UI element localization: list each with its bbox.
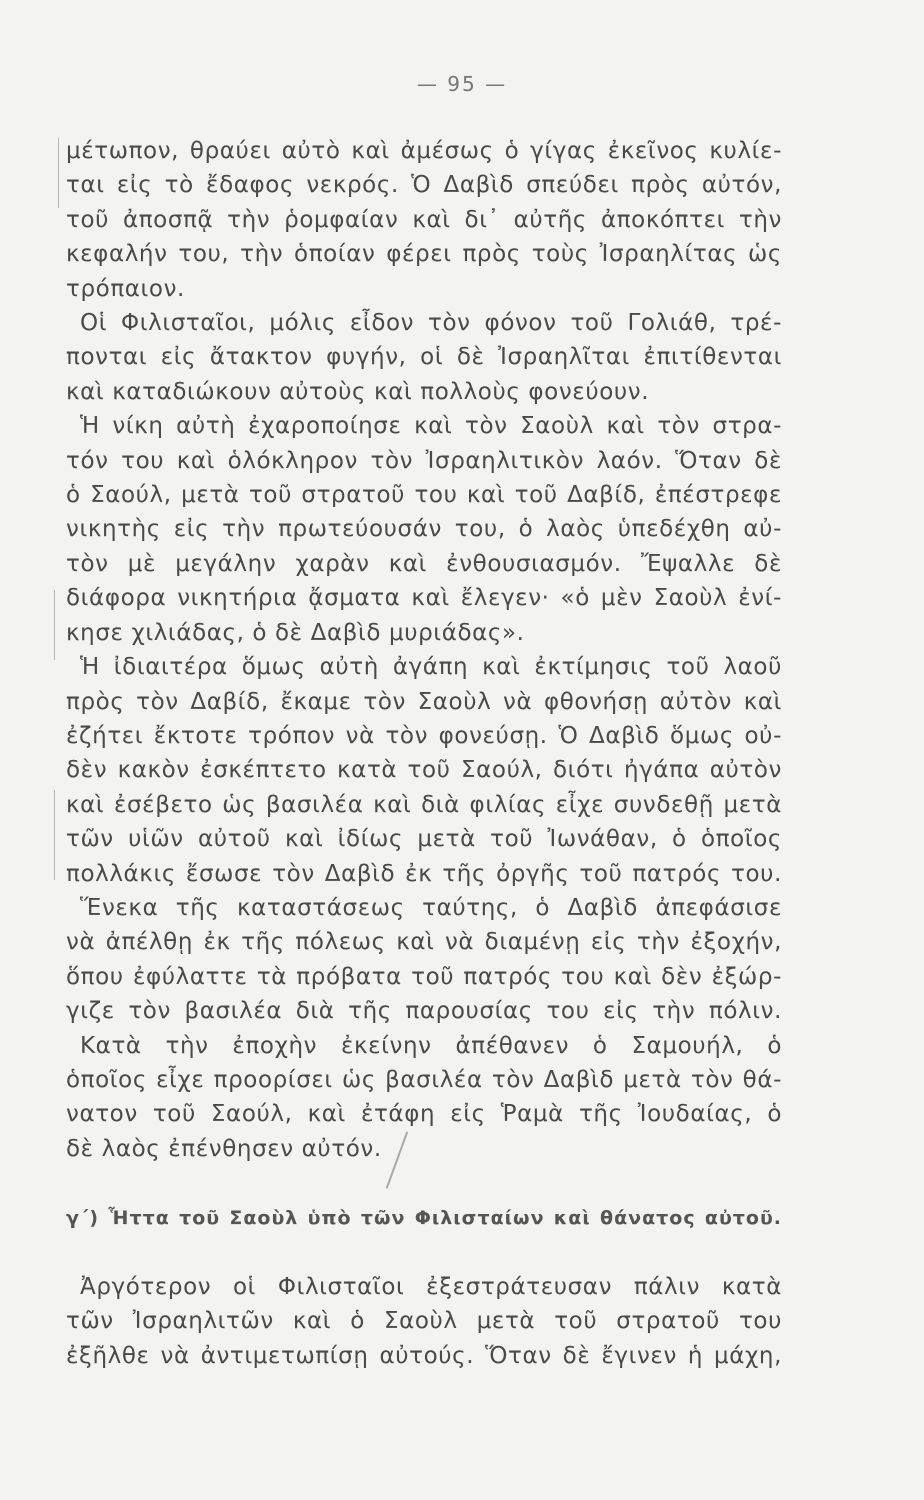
text-line: Ἡ ἰδιαιτέρα ὅμως αὐτὴ ἀγάπη καὶ ἐκτίμησις τοῦ λαοῦ (80, 654, 782, 681)
text-line: τρόπαιον. (66, 275, 185, 302)
text-line: τοῦ ἀποσπᾷ τὴν ῥομφαίαν καὶ δι᾿ αὐτῆς ἀποκόπτει τὴν (66, 206, 782, 233)
section-heading: γ΄) Ἧττα τοῦ Σαοὺλ ὑπὸ τῶν Φιλισταίων καὶ θάνατος αὐτοῦ. (66, 1207, 782, 1229)
text-line: Οἱ Φιλισταῖοι, μόλις εἶδον τὸν φόνον τοῦ Γολιάθ, τρέ- (80, 310, 782, 337)
text-line: δὲν κακὸν ἐσκέπτετο κατὰ τοῦ Σαούλ, διότι ἠγάπα αὐτὸν (66, 757, 782, 784)
text-line: Κατὰ τὴν ἐποχὴν ἐκείνην ἀπέθανεν ὁ Σαμουήλ, ὁ (80, 1032, 782, 1059)
pencil-mark (54, 790, 55, 880)
text-line: πρὸς τὸν Δαβίδ, ἔκαμε τὸν Σαοὺλ νὰ φθονήσῃ αὐτὸν καὶ (66, 688, 782, 715)
text-line: τῶν Ἰσραηλιτῶν καὶ ὁ Σαοὺλ μετὰ τοῦ στρατοῦ του (66, 1308, 782, 1335)
text-line: δὲ λαὸς ἐπένθησεν αὐτόν. (66, 1135, 382, 1162)
text-line: διάφορα νικητήρια ᾄσματα καὶ ἔλεγεν· «ὁ μὲν Σαοὺλ ἐνί- (66, 585, 782, 612)
text-line: γιζε τὸν βασιλέα διὰ τῆς παρουσίας του εἰς τὴν πόλιν. (66, 998, 782, 1025)
text-line: ται εἰς τὸ ἔδαφος νεκρός. Ὁ Δαβὶδ σπεύδει πρὸς αὐτόν, (66, 172, 782, 199)
text-line: νατον τοῦ Σαούλ, καὶ ἐτάφη εἰς Ῥαμὰ τῆς Ἰουδαίας, ὁ (66, 1101, 782, 1128)
text-line: Ἡ νίκη αὐτὴ ἐχαροποίησε καὶ τὸν Σαοὺλ καὶ τὸν στρα- (80, 413, 782, 440)
body-text (66, 134, 782, 1166)
text-line: τόν του καὶ ὁλόκληρον τὸν Ἰσραηλιτικὸν λαόν. Ὅταν δὲ (66, 447, 782, 474)
text-line: καὶ ἐσέβετο ὡς βασιλέα καὶ διὰ φιλίας εἶχε συνδεθῇ μετὰ (66, 791, 782, 818)
pencil-mark (54, 590, 55, 660)
text-line: ἐζήτει ἔκτοτε τρόπον νὰ τὸν φονεύσῃ. Ὁ Δαβὶδ ὅμως οὐ- (66, 722, 782, 749)
text-line: πονται εἰς ἄτακτον φυγήν, οἱ δὲ Ἰσραηλῖται ἐπιτίθενται (66, 344, 782, 371)
page-number: — 95 — (416, 72, 508, 96)
text-line: τῶν υἱῶν αὐτοῦ καὶ ἰδίως μετὰ τοῦ Ἰωνάθαν, ὁ ὁποῖος (66, 826, 782, 853)
text-line: ὅπου ἐφύλαττε τὰ πρόβατα τοῦ πατρός του καὶ δὲν ἐξώρ- (66, 963, 782, 990)
text-line: Ἕνεκα τῆς καταστάσεως ταύτης, ὁ Δαβὶδ ἀπεφάσισε (80, 894, 782, 921)
pencil-mark (58, 138, 59, 208)
text-line: κησε χιλιάδας, ὁ δὲ Δαβὶδ μυριάδας». (66, 619, 525, 646)
text-line: τὸν μὲ μεγάλην χαρὰν καὶ ἐνθουσιασμόν. Ἔψαλλε δὲ (66, 550, 782, 577)
body-text-continued (66, 1270, 782, 1373)
text-line: ὁ Σαούλ, μετὰ τοῦ στρατοῦ του καὶ τοῦ Δαβίδ, ἐπέστρεφε (66, 482, 782, 509)
text-line: μέτωπον, θραύει αὐτὸ καὶ ἀμέσως ὁ γίγας ἐκεῖνος κυλίε- (66, 138, 782, 164)
text-line: καὶ καταδιώκουν αὐτοὺς καὶ πολλοὺς φονεύουν. (66, 378, 650, 405)
text-line: νὰ ἀπέλθῃ ἐκ τῆς πόλεως καὶ νὰ διαμένῃ εἰς τὴν ἐξοχήν, (66, 929, 782, 956)
text-line: ἐξῆλθε νὰ ἀντιμετωπίσῃ αὐτούς. Ὅταν δὲ ἔγινεν ἡ μάχη, (66, 1342, 782, 1369)
text-line: ὁποῖος εἶχε προορίσει ὡς βασιλέα τὸν Δαβὶδ μετὰ τὸν θά- (66, 1066, 782, 1093)
text-line: νικητὴς εἰς τὴν πρωτεύουσάν του, ὁ λαὸς ὑπεδέχθη αὐ- (66, 516, 782, 543)
text-line: πολλάκις ἔσωσε τὸν Δαβὶδ ἐκ τῆς ὀργῆς τοῦ πατρός του. (66, 860, 782, 887)
text-line: Ἀργότερον οἱ Φιλισταῖοι ἐξεστράτευσαν πάλιν κατὰ (80, 1274, 782, 1300)
text-line: κεφαλήν του, τὴν ὁποίαν φέρει πρὸς τοὺς Ἰσραηλίτας ὡς (66, 241, 782, 268)
